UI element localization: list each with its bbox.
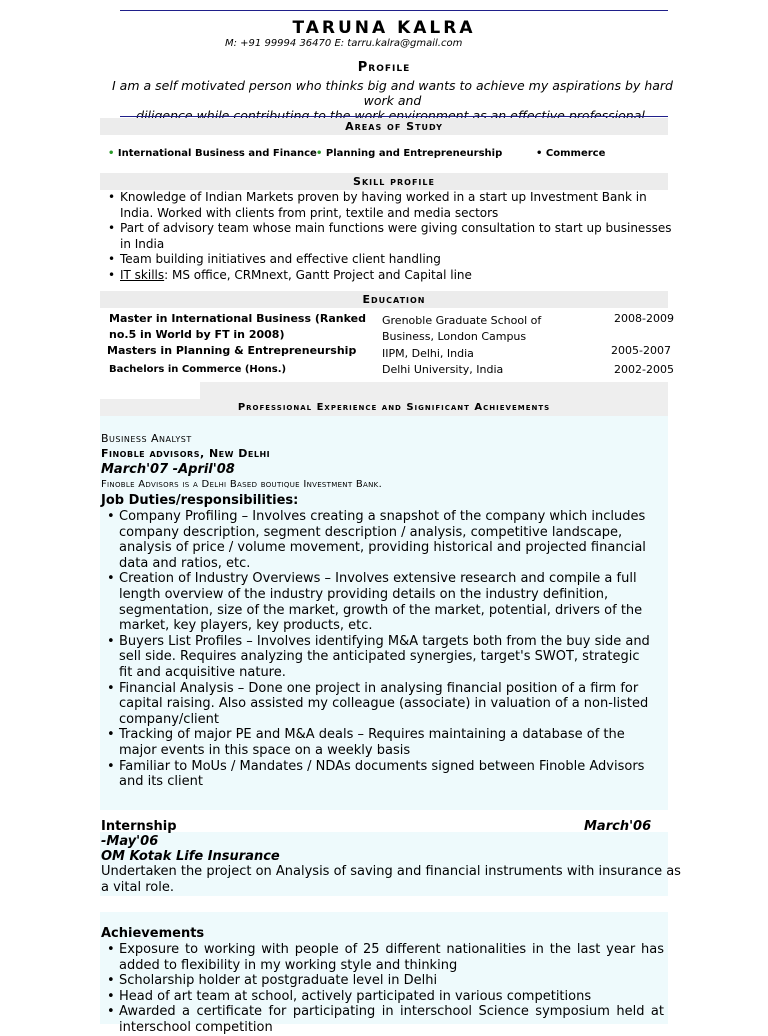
bullet-icon: • (108, 148, 115, 159)
achievements-heading: Achievements (101, 926, 205, 941)
candidate-name: TARUNA KALRA (292, 18, 476, 38)
bullet-icon: • (536, 148, 543, 159)
achievements-list (101, 942, 664, 1036)
edu-degree-1: Master in International Business (Ranked no.5 in World by FT in 2008) (109, 312, 366, 341)
area-item-2: • Planning and Entrepreneurship (316, 148, 503, 159)
edu-years-2: 2005-2007 (611, 344, 671, 357)
edu-years-3: 2002-2005 (614, 363, 674, 376)
duty-item: • Financial Analysis – Done one project in analysing financial position of a firm for capital raising. Also assisted my colleague (associate) in valuation of a non-listed company/client (119, 681, 656, 728)
edu-school-3: Delhi University, India (382, 363, 504, 376)
area-item-1: • International Business and Finance (108, 148, 317, 159)
top-rule (120, 10, 668, 11)
skill-item-it (120, 268, 672, 284)
it-skills-label: IT skills (120, 267, 165, 282)
education-heading: Education (362, 293, 426, 306)
skill-list (102, 190, 672, 283)
profile-heading: Profile (357, 60, 411, 75)
skill-item: • Team building initiatives and effective client handling (120, 252, 672, 268)
bullet-icon: • (316, 148, 323, 159)
edu-degree-3: Bachelors in Commerce (Hons.) (109, 364, 287, 375)
profile-rule (120, 116, 668, 117)
company-description: Finoble Advisors is a Delhi Based boutique Investment Bank. (101, 479, 383, 490)
duty-item: • Familiar to MoUs / Mandates / NDAs documents signed between Finoble Advisors and its client (119, 759, 656, 790)
duty-item: • Tracking of major PE and M&A deals – Requires maintaining a database of the major events in this space on a weekly basis (119, 727, 656, 758)
job-role: Business Analyst (101, 432, 192, 445)
achievement-item: • Scholarship holder at postgraduate level in Delhi (119, 973, 664, 989)
it-skills-text: : MS office, CRMnext, Gantt Project and Capital line (164, 267, 472, 282)
edu-school-2: IIPM, Delhi, India (382, 347, 474, 360)
skill-heading: Skill profile (353, 175, 435, 188)
edu-years-1: 2008-2009 (614, 312, 674, 325)
job-dates: March'07 -April'08 (101, 462, 235, 477)
achievement-item: • Awarded a certificate for participating in interschool Science symposium held at interschool competition (119, 1004, 664, 1035)
internship-title: Internship (101, 819, 177, 834)
duty-item: • Company Profiling – Involves creating a snapshot of the company which includes company description, segment description / analysis, competitive landscape, analysis of price / volume movement, providing historical and projected financial data and ratios, etc. (119, 509, 656, 571)
contact-line: M: +91 99994 36470 E: tarru.kalra@gmail.com (225, 38, 463, 49)
areas-heading: Areas of Study (345, 120, 443, 133)
experience-heading: Professional Experience and Significant Achievements (237, 402, 551, 413)
internship-date-start: March'06 (584, 819, 652, 834)
profile-line-1: I am a self motivated person who thinks big and wants to achieve my aspirations by hard work and (112, 78, 673, 108)
internship-description: Undertaken the project on Analysis of saving and financial instruments with insurance as a vital role. (101, 864, 681, 895)
duty-item: • Buyers List Profiles – Involves identifying M&A targets both from the buy side and sell side. Requires analyzing the anticipated synergies, target's SWOT, strategic fit and acquisitive nature. (119, 634, 656, 681)
internship-company: OM Kotak Life Insurance (101, 849, 280, 864)
duties-list (101, 509, 656, 790)
achievement-item: • Head of art team at school, actively participated in various competitions (119, 989, 664, 1005)
experience-heading-gap (100, 382, 200, 399)
skill-item: • Knowledge of Indian Markets proven by having worked in a start up Investment Bank in India. Worked with clients from print, textile and media sectors (120, 190, 672, 221)
achievement-item: • Exposure to working with people of 25 different nationalities in the last year has added to flexibility in my working style and thinking (119, 942, 664, 973)
area-item-3: • Commerce (536, 148, 606, 159)
edu-school-1: Grenoble Graduate School of Business, London Campus (382, 314, 542, 343)
internship-date-end: -May'06 (101, 834, 159, 849)
duties-heading: Job Duties/responsibilities: (101, 493, 299, 508)
job-company: Finoble advisors, New Delhi (101, 447, 271, 460)
skill-item: • Part of advisory team whose main functions were giving consultation to start up businesses in India (120, 221, 672, 252)
duty-item: • Creation of Industry Overviews – Involves extensive research and compile a full length overview of the industry providing details on the industry definition, segmentation, size of the market, growth of the market, potential, drivers of the market, key players, key products, etc. (119, 571, 656, 633)
edu-degree-2: Masters in Planning & Entrepreneurship (107, 344, 357, 357)
